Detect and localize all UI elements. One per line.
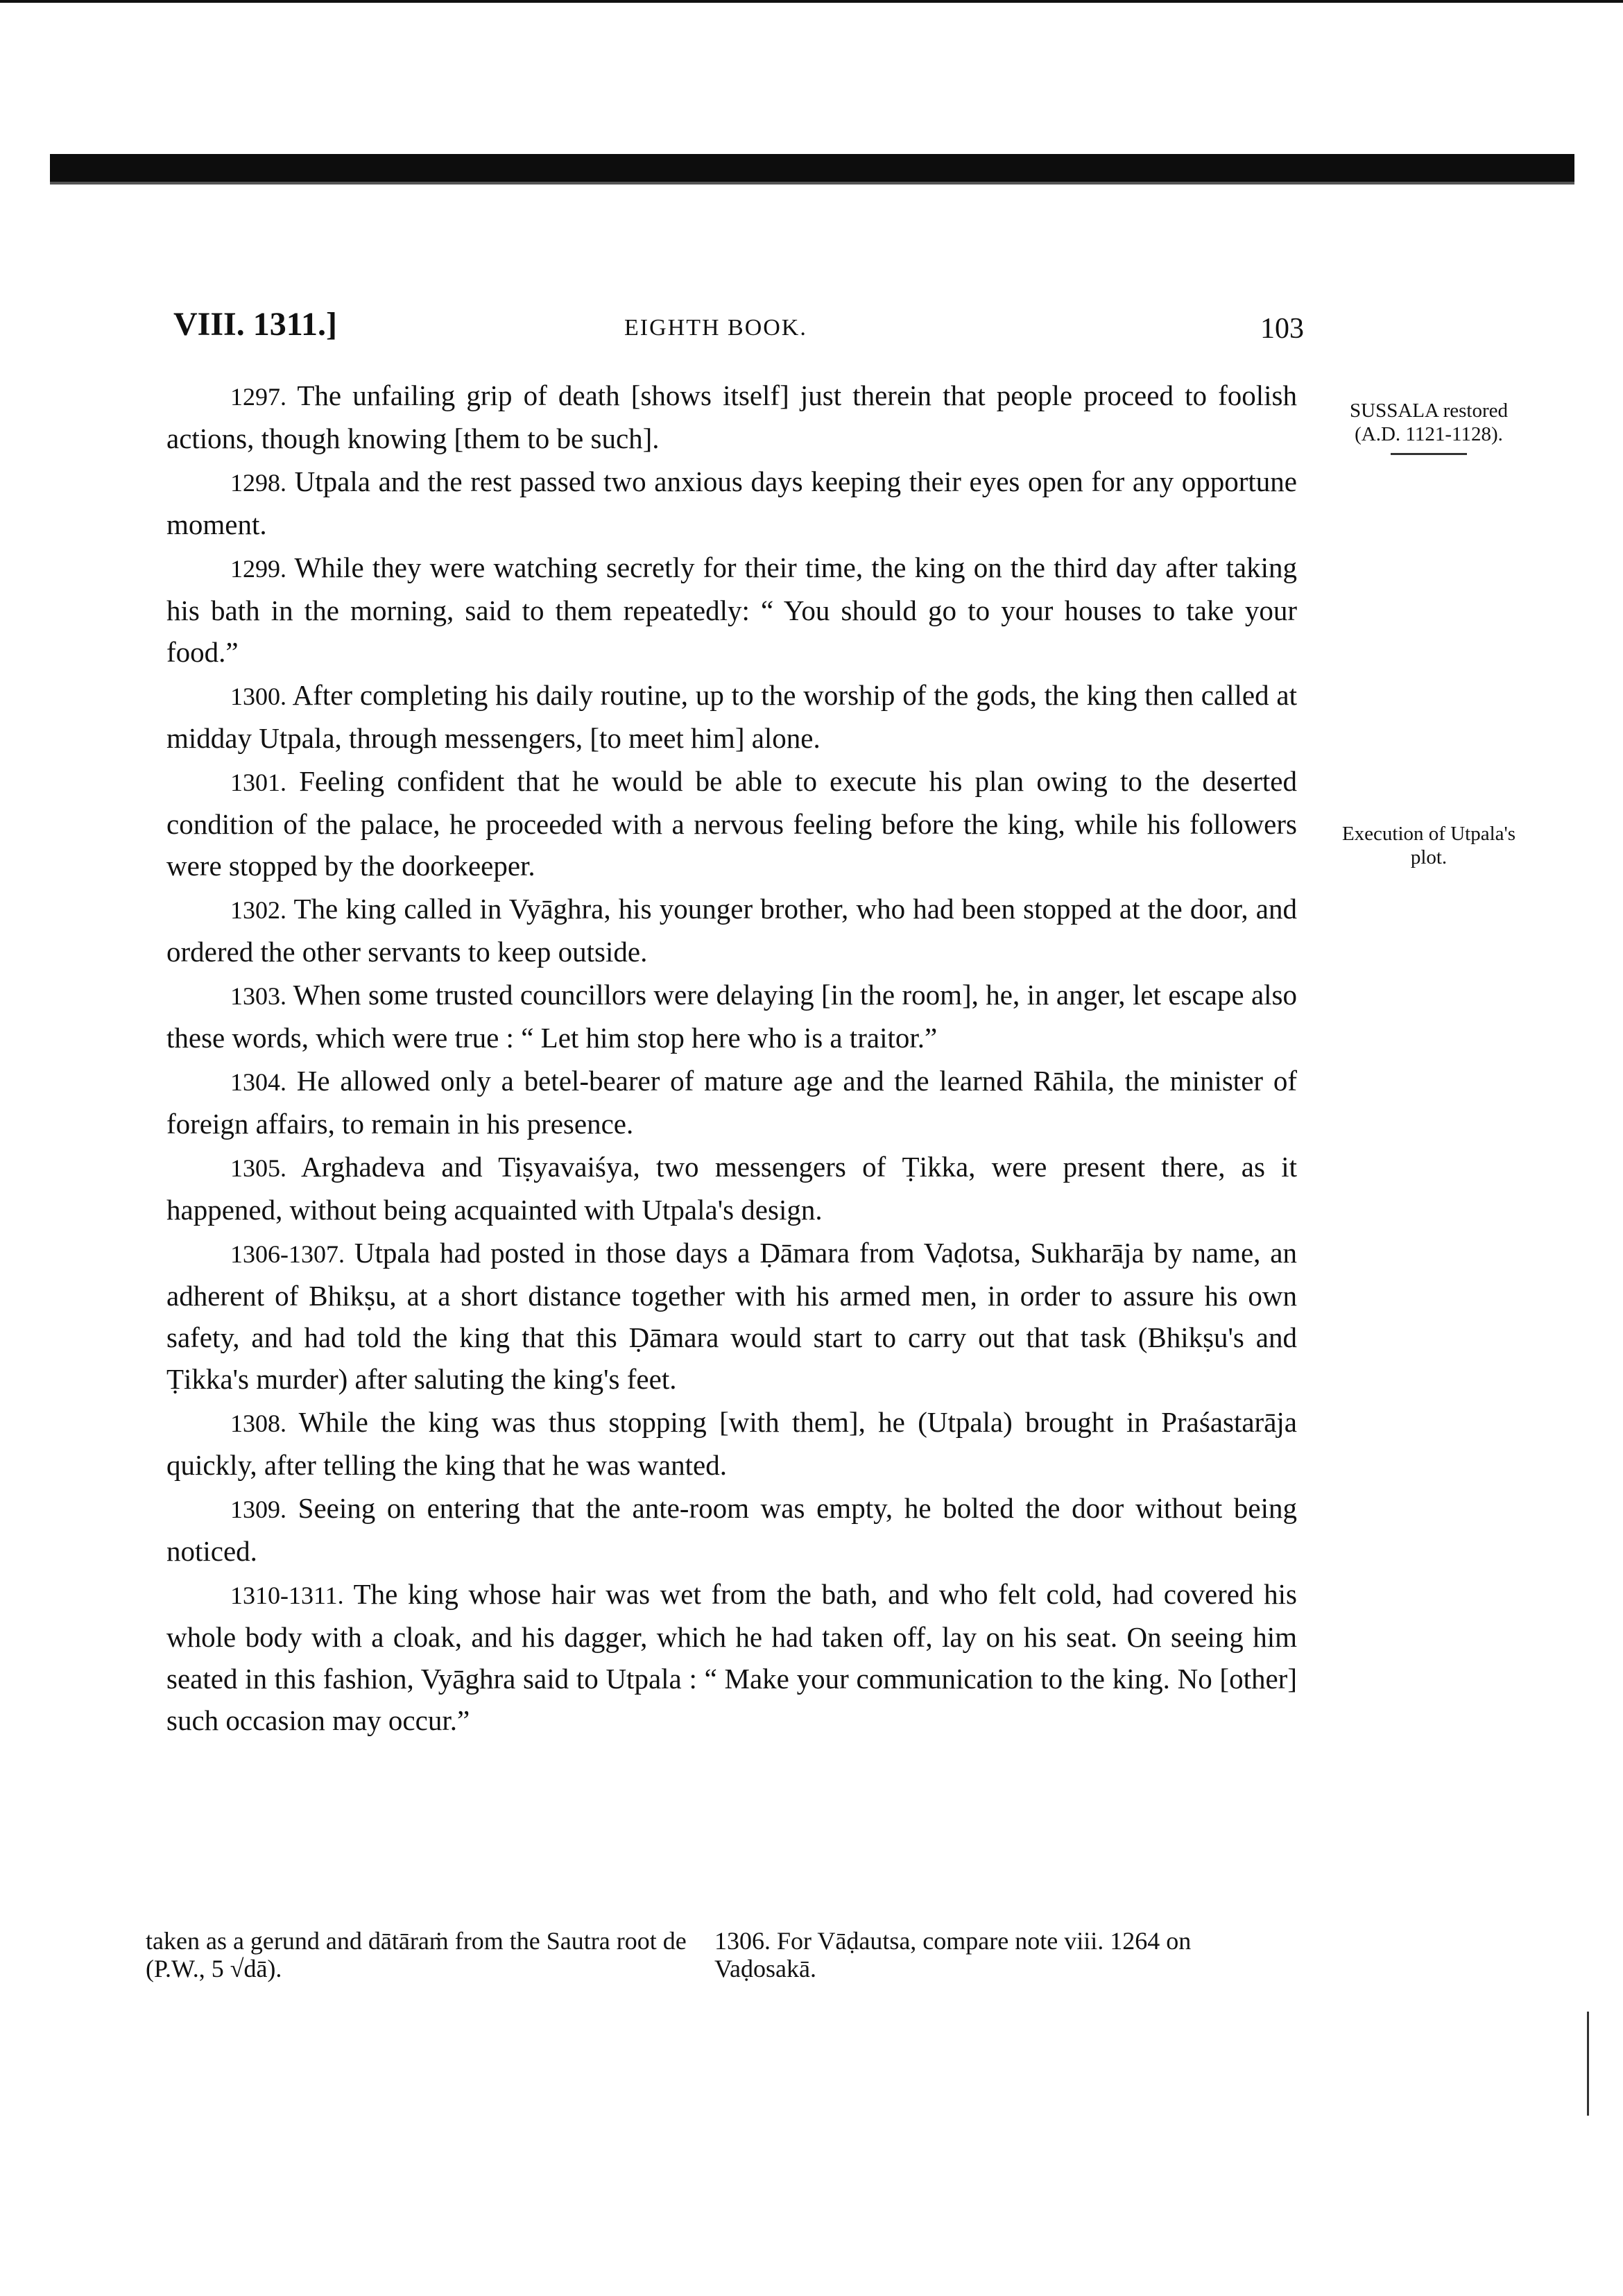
verse-paragraph [166, 888, 1297, 973]
verse-text: After completing his daily routine, up to the worship of the gods, the king then called at midday Utpala, through messengers, [to meet him] alone. [166, 679, 1297, 754]
verse-number: 1306-1307. [230, 1240, 345, 1268]
verse-number: 1308. [230, 1410, 286, 1437]
verse-paragraph [166, 375, 1297, 459]
verse-text: When some trusted councillors were delaying [in the room], he, in anger, let escape also these words, which were true : “ Let him stop here who is a traitor.” [166, 979, 1298, 1054]
verse-paragraph [166, 760, 1297, 886]
verse-paragraph [166, 1573, 1297, 1741]
verse-text: Seeing on entering that the ante-room was empty, he bolted the door without being noticed. [166, 1492, 1297, 1567]
verse-number: 1299. [230, 555, 286, 583]
footnotes [146, 1927, 1276, 2010]
verse-paragraph [166, 1232, 1297, 1400]
verse-number: 1309. [230, 1496, 286, 1523]
header-book-ref: VIII. 1311.] [173, 306, 338, 343]
verse-paragraph [166, 1146, 1297, 1231]
margin-note-line: plot. [1410, 846, 1448, 868]
scan-edge-mark [1587, 2012, 1589, 2116]
footnote-right [714, 1927, 1276, 1982]
scan-edge [0, 0, 1623, 3]
page-number: 103 [1260, 313, 1304, 345]
verse-number: 1301. [230, 769, 286, 796]
verse-text: Arghadeva and Tiṣyavaiśya, two messengers of Ṭikka, were present there, as it happened, without being acquainted with Utpala's design. [166, 1151, 1297, 1226]
verse-number: 1303. [230, 982, 286, 1010]
margin-note-line: SUSSALA restored [1350, 400, 1508, 422]
verse-text: The king called in Vyāghra, his younger brother, who had been stopped at the door, and ordered the other servants to keep outside. [166, 893, 1298, 968]
running-header [173, 305, 1311, 361]
verse-paragraph [166, 974, 1297, 1059]
verse-number: 1304. [230, 1068, 286, 1096]
verse-text: While the king was thus stopping [with them], he (Utpala) brought in Praśastarāja quickly, after telling the king that he was wanted. [166, 1406, 1297, 1481]
verse-number: 1310-1311. [230, 1582, 344, 1609]
margin-note-rule [1391, 453, 1467, 455]
verse-number: 1297. [230, 383, 286, 411]
verse-number: 1305. [230, 1154, 286, 1182]
margin-note-sussala [1314, 399, 1543, 455]
margin-note-line: Execution of Utpala's [1341, 823, 1516, 845]
verse-text: Utpala and the rest passed two anxious days keeping their eyes open for any opportune moment. [166, 465, 1297, 540]
verse-number: 1300. [230, 683, 286, 710]
header-title: EIGHTH BOOK. [624, 315, 807, 341]
verse-number: 1298. [230, 469, 286, 497]
margin-note-line: (A.D. 1121-1128). [1355, 423, 1503, 445]
margin-note-execution [1314, 822, 1543, 869]
verse-text: Feeling confident that he would be able to execute his plan owing to the deserted condition of the palace, he proceeded with a nervous feeling before the king, while his followers were stopped by the doorkeeper. [166, 765, 1297, 882]
verse-number: 1302. [230, 896, 286, 924]
main-text [166, 375, 1297, 1742]
verse-paragraph [166, 547, 1297, 673]
footnote-left: taken as a gerund and dātāraṁ from the Sautra root de (P.W., 5 √dā). [146, 1927, 687, 1982]
footnote-text: For Vāḍautsa, compare note viii. 1264 on Vaḍosakā. [714, 1927, 1192, 1982]
verse-paragraph [166, 1487, 1297, 1572]
top-rule [50, 154, 1574, 182]
verse-paragraph [166, 1060, 1297, 1145]
verse-text: He allowed only a betel-bearer of mature age and the learned Rāhila, the minister of foreign affairs, to remain in his presence. [166, 1065, 1297, 1140]
verse-paragraph [166, 1401, 1297, 1486]
verse-text: The unfailing grip of death [shows itself] just therein that people proceed to foolish actions, though knowing [them to be such]. [166, 379, 1297, 454]
verse-paragraph [166, 674, 1297, 759]
verse-paragraph [166, 461, 1297, 545]
verse-text: Utpala had posted in those days a Ḍāmara from Vaḍotsa, Sukharāja by name, an adherent of Bhikṣu, at a short distance together with his armed men, in order to assure his own safety, and had told the king that this Ḍāmara would start to carry out that task (Bhikṣu's and Ṭikka's murder) after saluting the king's feet. [166, 1237, 1297, 1395]
footnote-number: 1306. [714, 1927, 771, 1955]
top-rule-shadow [50, 182, 1574, 185]
verse-text: The king whose hair was wet from the bath, and who felt cold, had covered his whole body with a cloak, and his dagger, which he had taken off, lay on his seat. On seeing him seated in this fashion, Vyāghra said to Utpala : “ Make your communication to the king. No [other] such occasion may occur.” [166, 1578, 1297, 1736]
verse-text: While they were watching secretly for their time, the king on the third day after taking his bath in the morning, said to them repeatedly: “ You should go to your houses to take your food.” [166, 551, 1297, 668]
